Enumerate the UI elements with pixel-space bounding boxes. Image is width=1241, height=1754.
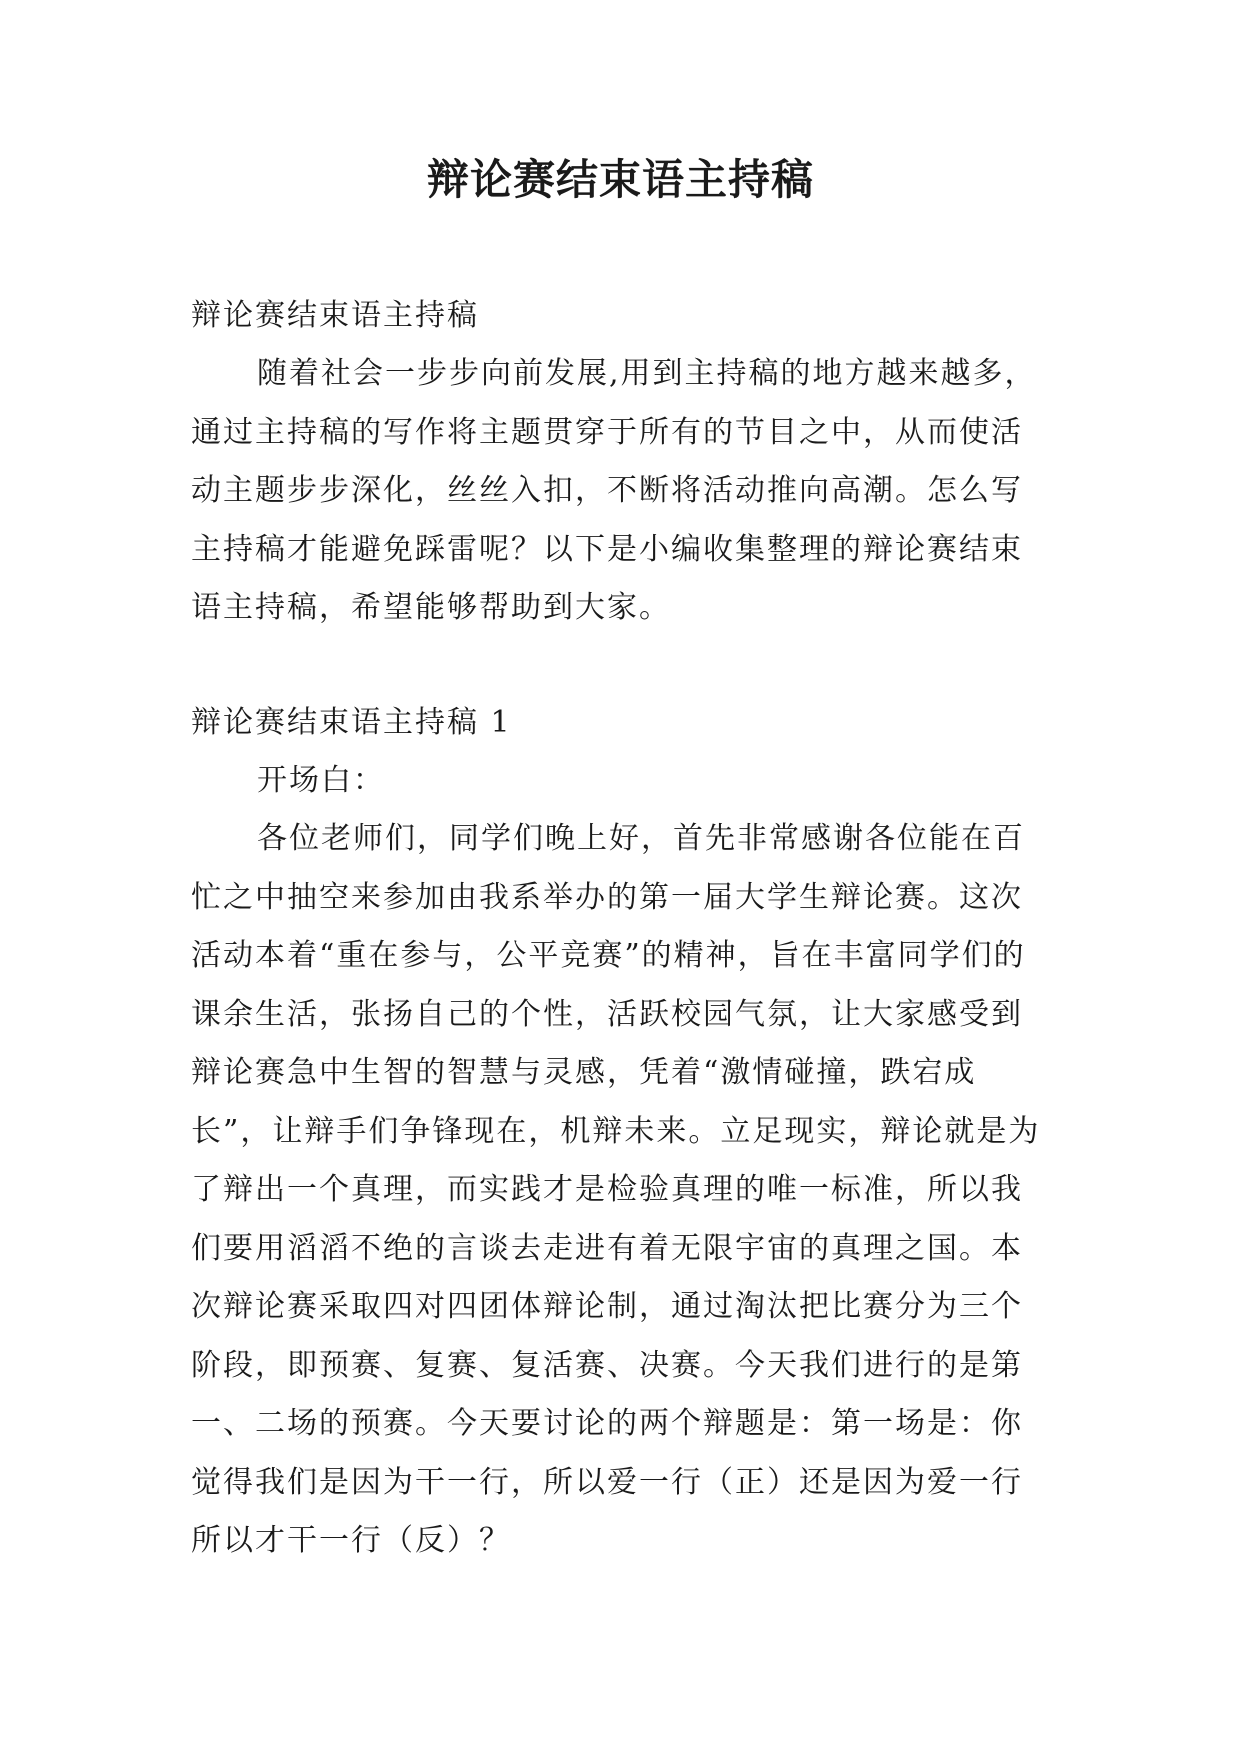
- document-title: 辩论赛结束语主持稿: [426, 155, 814, 204]
- section-1-heading: 辩论赛结束语主持稿 1: [191, 705, 512, 740]
- intro-paragraph: 随着社会一步步向前发展,用到主持稿的地方越来越多，通过主持稿的写作将主题贯穿于所有的节目之中，从而使活动主题步步深化，丝丝入扣，不断将活动推向高潮。怎么写主持稿才能避免踩雷呢？以下是小编收集整理的辩论赛结束语主持稿，希望能够帮助到大家。: [191, 356, 1037, 625]
- intro-heading: 辩论赛结束语主持稿: [191, 298, 479, 333]
- opening-label: 开场白：: [257, 763, 385, 798]
- section-1-paragraph: 各位老师们，同学们晚上好，首先非常感谢各位能在百忙之中抽空来参加由我系举办的第一届大学生辩论赛。这次活动本着“重在参与，公平竞赛”的精神，旨在丰富同学们的课余生活，张扬自己的个性，活跃校园气氛，让大家感受到辩论赛急中生智的智慧与灵感，凭着“激情碰撞，跌宕成长”，让辩手们争锋现在，机辩未来。立足现实，辩论就是为了辩出一个真理，而实践才是检验真理的唯一标准，所以我们要用滔滔不绝的言谈去走进有着无限宇宙的真理之国。本次辩论赛采取四对四团体辩论制，通过淘汰把比赛分为三个阶段，即预赛、复赛、复活赛、决赛。今天我们进行的是第一、二场的预赛。今天要讨论的两个辩题是：第一场是：你觉得我们是因为干一行，所以爱一行（正）还是因为爱一行所以才干一行（反）？: [191, 821, 1041, 1558]
